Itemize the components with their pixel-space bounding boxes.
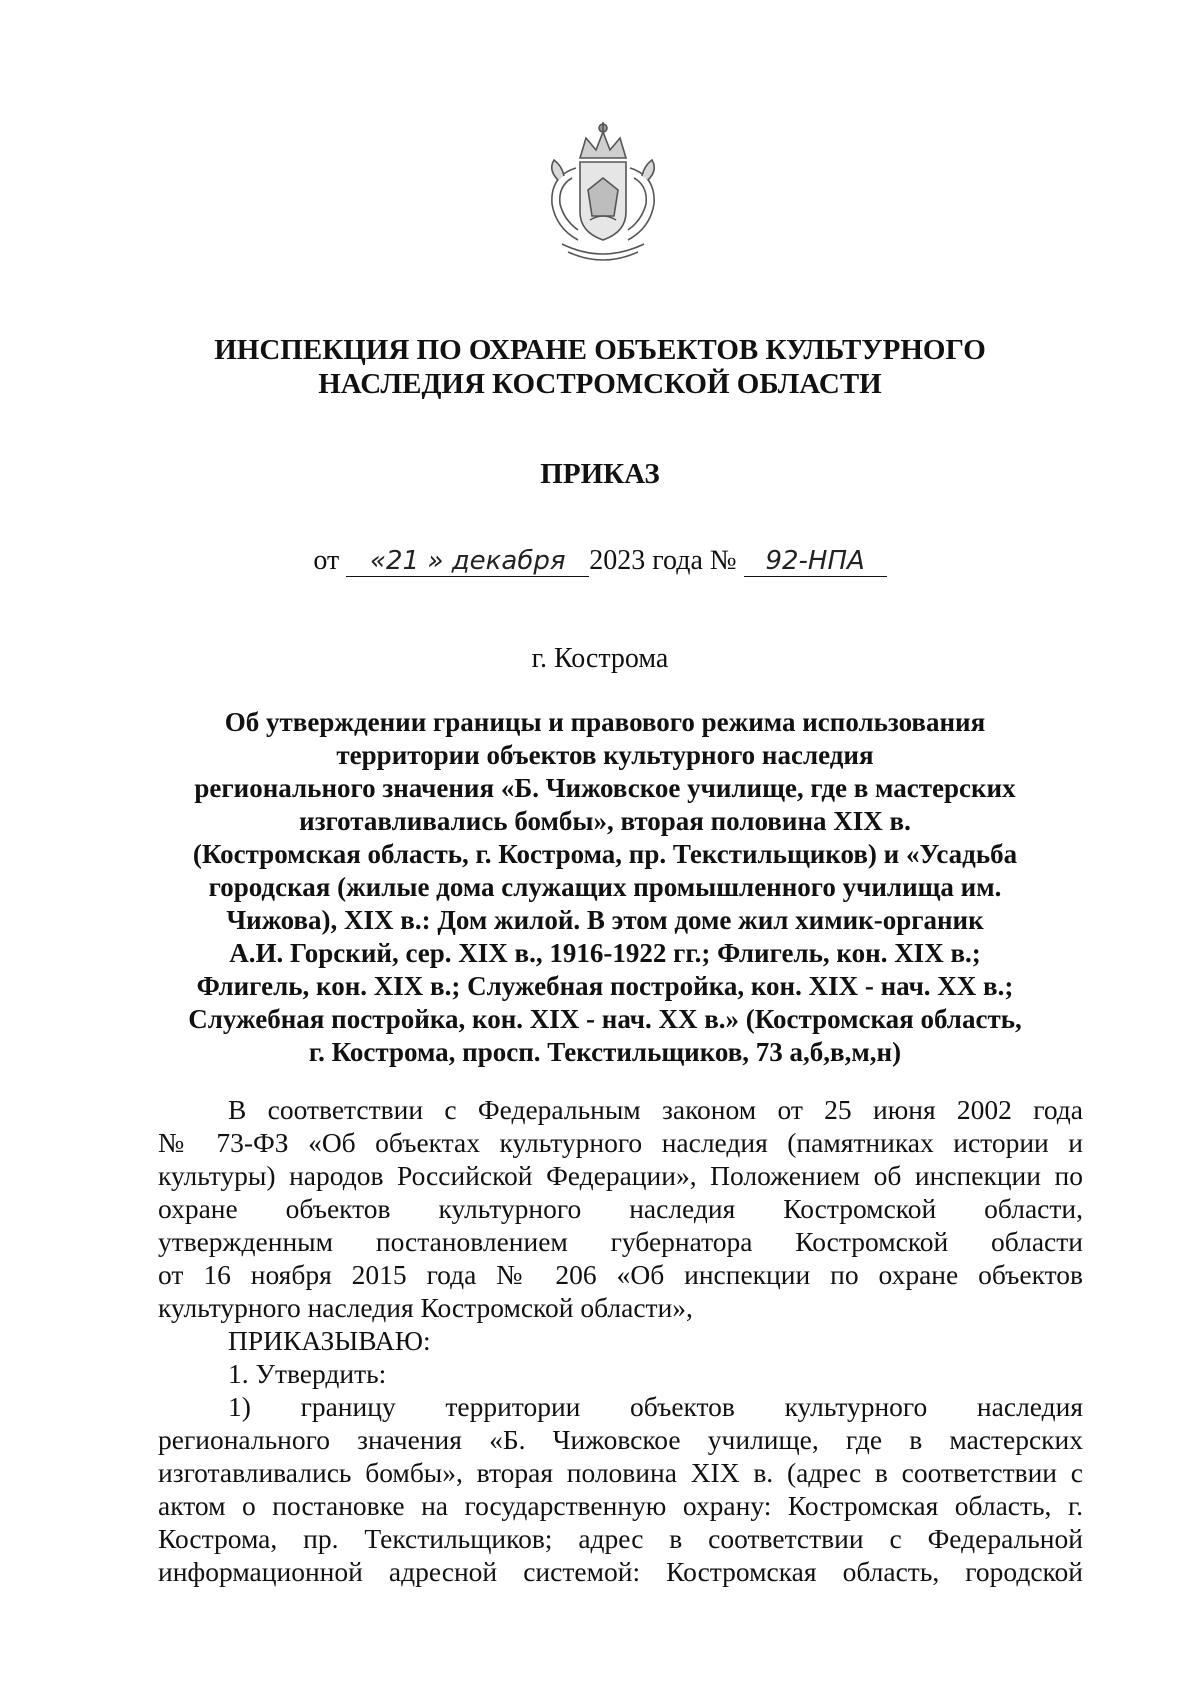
body-line: от 16 ноября 2015 года № 206 «Об инспекции по охране объектов: [158, 1259, 1083, 1290]
body-line: изготавливались бомбы», вторая половина XIX в. (адрес в соответствии с: [158, 1457, 1083, 1488]
body-line: В соответствии с Федеральным законом от 25 июня 2002 года: [228, 1094, 1083, 1125]
document-city: г. Кострома: [531, 643, 669, 674]
dateline-number: 92-НПА: [744, 546, 887, 577]
body-line: культурного наследия Костромской области»,: [158, 1292, 693, 1323]
dateline-date-field: [346, 546, 589, 577]
heading-line: Флигель, кон. XIX в.; Служебная постройка, кон. XIX - нач. XX в.;: [196, 971, 1014, 1001]
document-type: ПРИКАЗ: [540, 458, 660, 490]
body-line: культуры) народов Российской Федерации», Положением об инспекции по: [158, 1160, 1083, 1191]
document-body: [158, 1093, 1083, 1588]
heading-line: городская (жилые дома служащих промышленного училища им.: [208, 872, 1002, 902]
body-line: 1) границу территории объектов культурного наследия: [228, 1391, 1083, 1422]
heading-line: А.И. Горский, сер. XIX в., 1916-1922 гг.; Флигель, кон. XIX в.;: [229, 938, 981, 968]
heading-line: Об утверждении границы и правового режима использования: [224, 707, 986, 737]
body-line: регионального значения «Б. Чижовское училище, где в мастерских: [158, 1424, 1083, 1455]
heading-line: (Костромская область, г. Кострома, пр. Текстильщиков) и «Усадьба: [192, 839, 1018, 869]
document-heading: [160, 706, 1050, 1069]
heading-line: Служебная постройка, кон. XIX - нач. XX в.» (Костромская область,: [188, 1004, 1022, 1034]
agency-name-line-2: НАСЛЕДИЯ КОСТРОМСКОЙ ОБЛАСТИ: [318, 368, 882, 400]
body-line: охране объектов культурного наследия Костромской области,: [158, 1193, 1083, 1224]
order-dateline: [0, 545, 1200, 577]
dateline-close-quote: »: [427, 546, 444, 576]
heading-line: Чижова), XIX в.: Дом жилой. В этом доме жил химик-органик: [226, 905, 984, 935]
heading-line: территории объектов культурного наследия: [336, 740, 874, 770]
heading-line: регионального значения «Б. Чижовское училище, где в мастерских: [194, 773, 1016, 803]
dateline-open-quote: «: [369, 546, 387, 576]
heading-line: изготавливались бомбы», вторая половина XIX в.: [299, 806, 911, 836]
order-word: ПРИКАЗЫВАЮ:: [228, 1325, 431, 1356]
body-line: информационной адресной системой: Костромская область, городской: [158, 1556, 1083, 1587]
agency-name-line-1: ИНСПЕКЦИЯ ПО ОХРАНЕ ОБЪЕКТОВ КУЛЬТУРНОГО: [214, 334, 986, 366]
body-line: № 73-ФЗ «Об объектах культурного наследия (памятниках истории и: [158, 1127, 1083, 1158]
dateline-day: 21: [386, 546, 420, 576]
body-line: актом о постановке на государственную охрану: Костромская область, г.: [158, 1490, 1083, 1521]
dateline-year-text: 2023 года №: [589, 545, 737, 576]
dateline-month: декабря: [451, 546, 566, 576]
body-line: Кострома, пр. Текстильщиков; адрес в соответствии с Федеральной: [158, 1523, 1083, 1554]
heading-line: г. Кострома, просп. Текстильщиков, 73 а,б,в,м,н): [308, 1037, 902, 1067]
dateline-prefix: от: [313, 545, 340, 576]
body-line: утвержденным постановлением губернатора Костромской области: [158, 1226, 1083, 1257]
agency-name: [0, 333, 1200, 401]
kostroma-coat-of-arms-icon: [528, 120, 678, 270]
item-1: 1. Утвердить:: [228, 1358, 387, 1389]
